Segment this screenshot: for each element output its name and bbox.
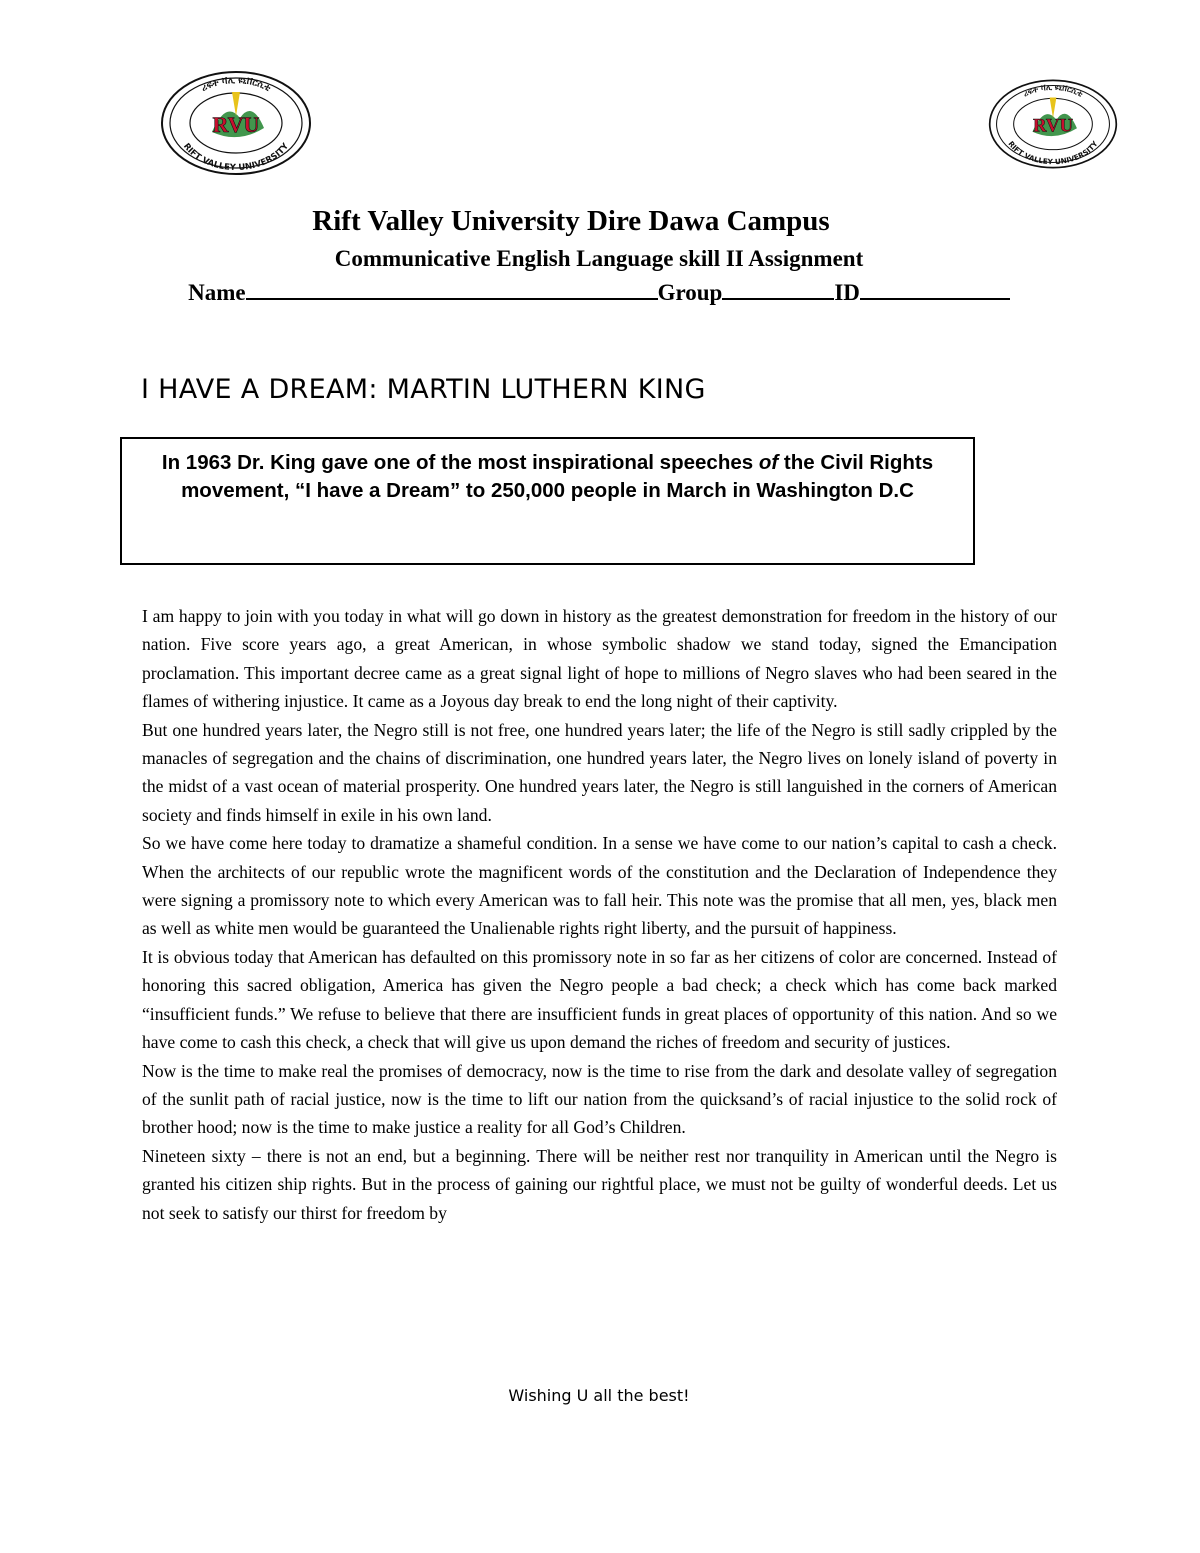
svg-text:ሪፍት ቫሊ ዩኒቨርሲቲ: [200, 74, 273, 94]
logo-top-text: ሪፍት ቫሊ ዩኒቨርሲቲ: [199, 75, 272, 94]
svg-text:ሪፍት ቫሊ ዩኒቨርሲቲ: [1022, 82, 1085, 99]
group-label: Group: [657, 280, 723, 305]
group-blank[interactable]: [722, 298, 834, 300]
logo-monogram: RVU: [212, 112, 260, 137]
paragraph: So we have come here today to dramatize a shameful condition. In a sense we have come to our nation’s capital to cash a check. When the architects of our republic wrote the magnificent words of the constitution and the Declaration of Independence they were signing a promissory note to which every American was to fall heir. This note was the promise that all men, yes, black men as well as white men would be guaranteed the Unalienable rights right liberty, and the pursuit of happiness.: [142, 833, 1057, 939]
svg-text:RIFT VALLEY UNIVERSITY: [181, 141, 292, 173]
logo-top-text: ሪፍት ቫሊ ዩኒቨርሲቲ: [1021, 82, 1085, 99]
paragraph: Nineteen sixty – there is not an end, but a beginning. There will be neither rest nor tranquility in American until the Negro is granted his citizen ship rights. But in the process of gaining our rightful place, we must not be guilty of wonderful deeds. Let us not seek to satisfy our thirst for freedom by: [142, 1145, 1057, 1223]
id-label: ID: [834, 280, 860, 305]
paragraph: I am happy to join with you today in what will go down in history as the greatest demonstration for freedom in the history of our nation. Five score years ago, a great American, in whose symbolic shadow we stand today, signed the Emancipation proclamation. This important decree came as a great signal light of hope to millions of Negro slaves who had been seared in the flames of withering injustice. It came as a Joyous day break to end the long night of their captivity.: [142, 606, 1057, 712]
intro-text-italic: of: [758, 451, 779, 474]
speech-title: I HAVE A DREAM: MARTIN LUTHERN KING: [141, 374, 706, 405]
paragraph: It is obvious today that American has defaulted on this promissory note in so far as her citizens of color are concerned. Instead of honoring this sacred obligation, America has given the Negro people a bad check; a check which has come back marked “insufficient funds.” We refuse to believe that there are insufficient funds in great places of opportunity of this nation. And so we have come to cash this check, a check that will give us upon demand the riches of freedom and security of justices.: [142, 946, 1057, 1053]
student-info-line: [0, 280, 1198, 306]
name-blank[interactable]: [246, 298, 658, 300]
id-blank[interactable]: [860, 298, 1010, 300]
intro-text-after: the Civil Rights movement, “I have a Dream” to 250,000 people in March in Washington D.C: [181, 451, 934, 502]
paragraph: But one hundred years later, the Negro still is not free, one hundred years later; the life of the Negro is still sadly crippled by the manacles of segregation and the chains of discrimination, one hundred years later, the Negro lives on lonely island of poverty in the midst of a vast ocean of material prosperity. One hundred years later, the Negro is still languished in the corners of American society and finds himself in exile in his own land.: [142, 719, 1057, 825]
course-title: Communicative English Language skill II Assignment: [334, 246, 864, 271]
intro-box: [120, 437, 975, 565]
logo-bottom-text: RIFT VALLEY UNIVERSITY: [1006, 139, 1100, 167]
university-title: Rift Valley University Dire Dawa Campus: [312, 205, 830, 237]
university-logo-left: [160, 70, 312, 176]
university-logo-right: [988, 74, 1118, 174]
name-label: Name: [188, 280, 246, 305]
footer-message: Wishing U all the best!: [508, 1386, 690, 1405]
logo-monogram: RVU: [1032, 115, 1074, 137]
logo-seal-icon: [988, 74, 1118, 174]
intro-text-before: In 1963 Dr. King gave one of the most inspirational speeches: [161, 451, 759, 474]
speech-body: [142, 602, 1057, 1227]
logo-bottom-text: RIFT VALLEY UNIVERSITY: [180, 141, 292, 174]
logo-seal-icon: [160, 70, 312, 176]
paragraph: Now is the time to make real the promises of democracy, now is the time to rise from the dark and desolate valley of segregation of the sunlit path of racial justice, now is the time to lift our nation from the quicksand’s of racial injustice to the solid rock of brother hood; now is the time to make justice a reality for all God’s Children.: [142, 1060, 1057, 1138]
